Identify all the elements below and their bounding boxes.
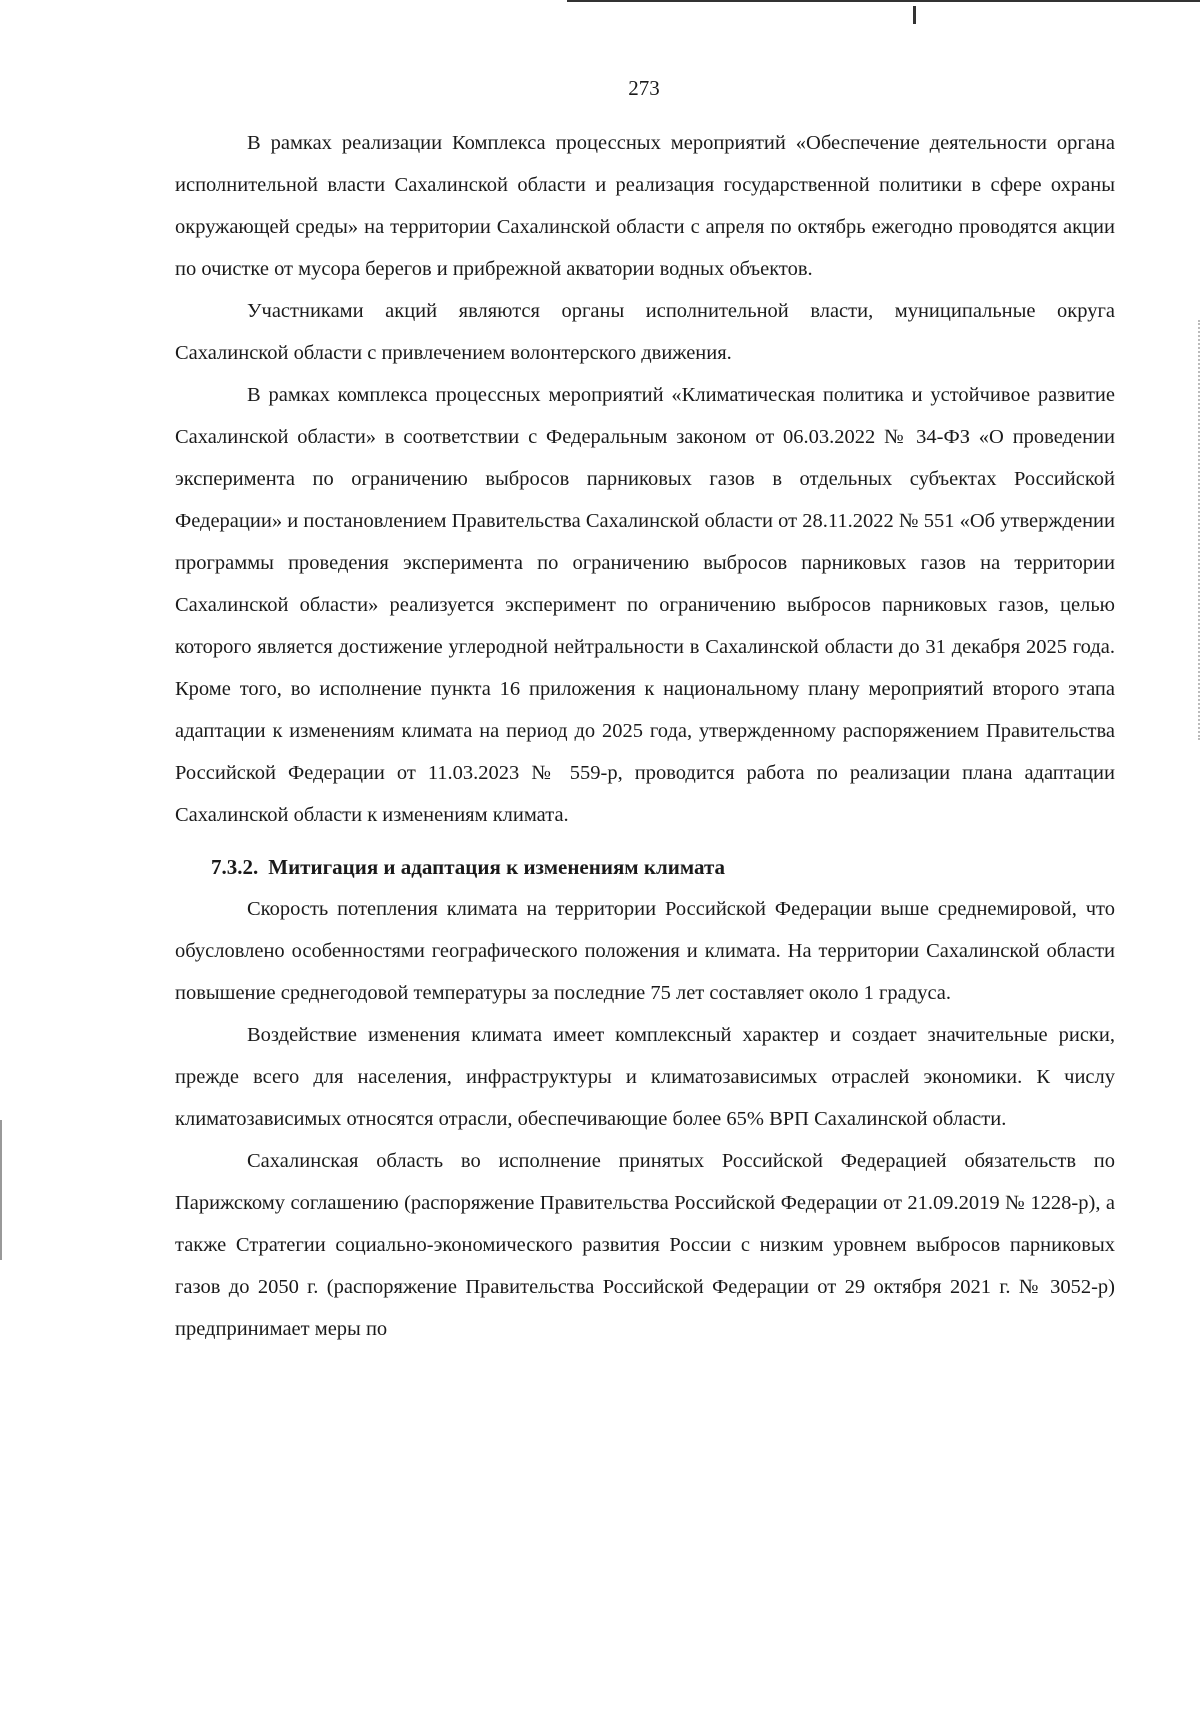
page-number: 273 xyxy=(628,76,660,100)
section-title: Митигация и адаптация к изменениям климата xyxy=(268,855,726,879)
scan-right-edge xyxy=(1196,320,1200,740)
paragraph: Участниками акций являются органы исполнительной власти, муниципальные округа Сахалинской области с привлечением волонтерского движения. xyxy=(175,300,1115,364)
paragraph: Скорость потепления климата на территории Российской Федерации выше среднемировой, что обусловлено особенностями географического положения и климата. На территории Сахалинской области повышение среднегодовой температуры за последние 75 лет составляет около 1 градуса. xyxy=(175,898,1115,1004)
section-number: 7.3.2. xyxy=(211,855,259,879)
section-heading xyxy=(211,846,1115,888)
paragraph: Сахалинская область во исполнение принятых Российской Федерацией обязательств по Парижскому соглашению (распоряжение Правительства Российской Федерации от 21.09.2019 № 1228-р), а также Стратегии социально-экономического развития России с низким уровнем выбросов парниковых газов до 2050 г. (распоряжение Правительства Российской Федерации от 29 октября 2021 г. № 3052-р) предпринимает меры по xyxy=(175,1150,1115,1340)
scan-mark xyxy=(913,6,916,24)
paragraph: Воздействие изменения климата имеет комплексный характер и создает значительные риски, прежде всего для населения, инфраструктуры и климатозависимых отраслей экономики. К числу климатозависимых относятся отрасли, обеспечивающие более 65% ВРП Сахалинской области. xyxy=(175,1024,1115,1130)
paragraph: В рамках комплекса процессных мероприятий «Климатическая политика и устойчивое развитие Сахалинской области» в соответствии с Федеральным законом от 06.03.2022 № 34-ФЗ «О проведении эксперимента по ограничению выбросов парниковых газов в отдельных субъектах Российской Федерации» и постановлением Правительства Сахалинской области от 28.11.2022 № 551 «Об утверждении программы проведения эксперимента по ограничению выбросов парниковых газов на территории Сахалинской области» реализуется эксперимент по ограничению выбросов парниковых газов, целью которого является достижение углеродной нейтральности в Сахалинской области до 31 декабря 2025 года. Кроме того, во исполнение пункта 16 приложения к национальному плану мероприятий второго этапа адаптации к изменениям климата на период до 2025 года, утвержденному распоряжением Правительства Российской Федерации от 11.03.2023 № 559-р, проводится работа по реализации плана адаптации Сахалинской области к изменениям климата. xyxy=(175,384,1115,826)
document-body xyxy=(175,122,1115,1350)
paragraph: В рамках реализации Комплекса процессных мероприятий «Обеспечение деятельности органа исполнительной власти Сахалинской области и реализация государственной политики в сфере охраны окружающей среды» на территории Сахалинской области с апреля по октябрь ежегодно проводятся акции по очистке от мусора берегов и прибрежной акватории водных объектов. xyxy=(175,132,1115,280)
scan-top-border-line xyxy=(567,0,1200,2)
scan-left-edge xyxy=(0,1120,2,1260)
